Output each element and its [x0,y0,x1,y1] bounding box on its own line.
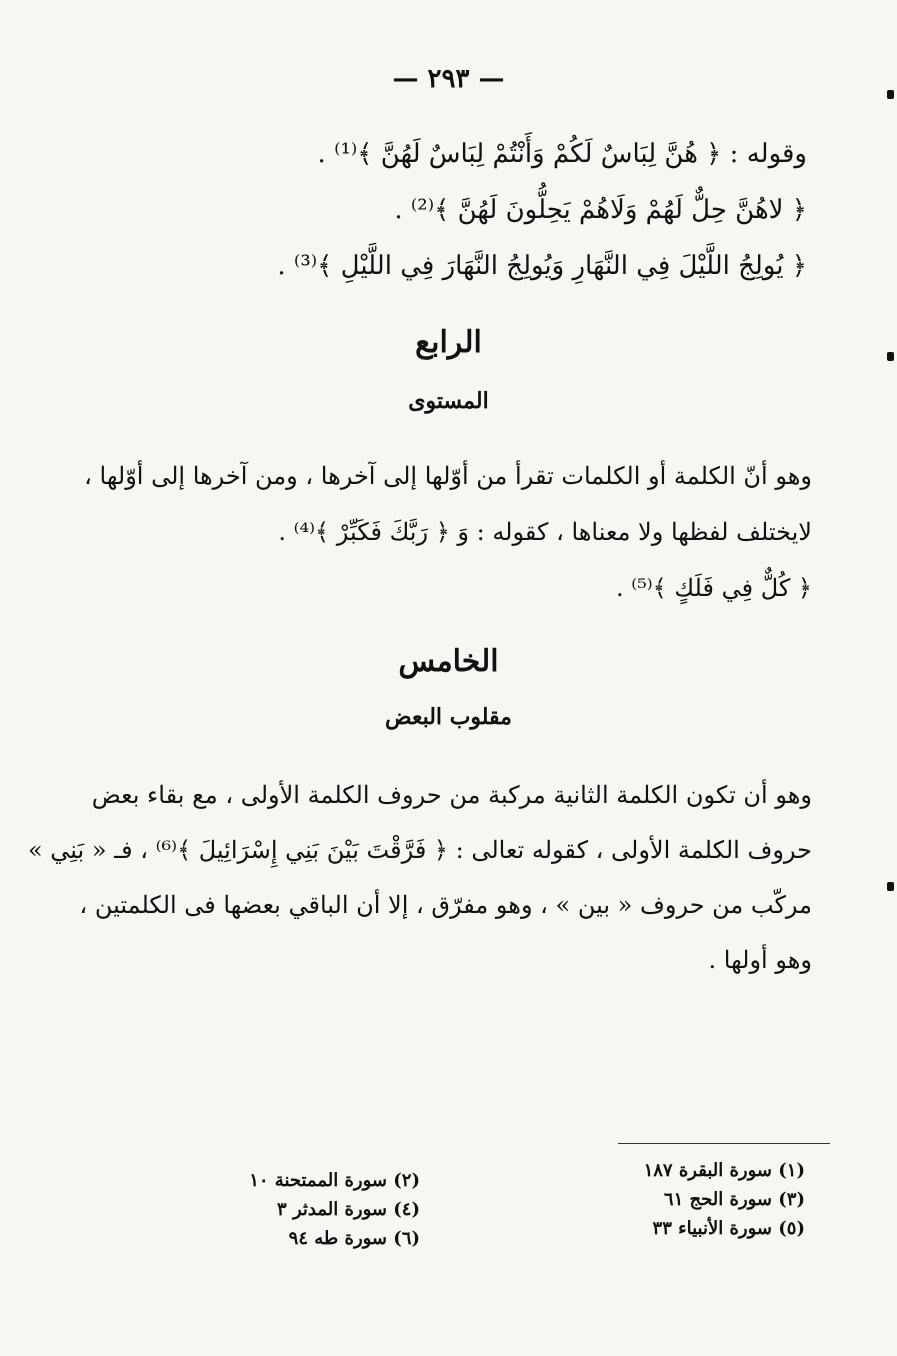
paragraph-line: وهو أن تكون الكلمة الثانية مركبة من حروف الكلمة الأولى ، مع بقاء بعض [91,781,812,809]
footnote: (٥) سورة الأنبياء ٣٣ [652,1218,805,1239]
footnotes-right [605,1156,805,1243]
footnote: (٦) سورة طه ٩٤ [288,1228,420,1249]
paragraph-line: حروف الكلمة الأولى ، كقوله تعالى : ﴿ فَرَّقْتَ بَيْنَ بَنِي إِسْرَائِيلَ ﴾⁽⁶⁾ ، فـ « بَنِي » [27,836,812,864]
footnote: (٢) سورة الممتحنة ١٠ [249,1170,420,1191]
page-number: — ٢٩٣ — [392,64,505,94]
paragraph-line: وهو أولها . [708,946,812,974]
footnote: (٣) سورة الحج ٦١ [663,1189,805,1210]
verse-line: وقوله : ﴿ هُنَّ لِبَاسٌ لَكُمْ وَأَنْتُمْ لِبَاسٌ لَهُنَّ ﴾⁽¹⁾ . [317,139,807,169]
section-5-subtitle: مقلوب البعض [385,704,512,730]
section-5-body [27,768,812,988]
verse-line: ﴿ يُولِجُ اللَّيْلَ فِي النَّهَارِ وَيُولِجُ النَّهَارَ فِي اللَّيْلِ ﴾⁽³⁾ . [277,251,807,281]
paragraph-line: لايختلف لفظها ولا معناها ، كقوله : وَ ﴿ رَبَّكَ فَكَبِّرْ ﴾⁽⁴⁾ . [278,518,812,546]
footnotes-left [240,1166,420,1253]
scan-mark [887,352,894,361]
paragraph-line: مركّب من حروف « بين » ، وهو مفرّق ، إلا أن الباقي بعضها فى الكلمتين ، [79,891,812,919]
section-4-title: الرابع [415,325,482,360]
section-4-subtitle: المستوى [408,388,489,414]
footnote-divider [618,1143,830,1144]
paragraph-line: وهو أنّ الكلمة أو الكلمات تقرأ من أوّلها إلى آخرها ، ومن آخرها إلى أوّلها ، [84,462,812,490]
section-4-body [84,448,812,616]
scan-mark [887,882,894,891]
paragraph-line: ﴿ كُلٌّ فِي فَلَكٍ ﴾⁽⁵⁾ . [615,574,812,602]
verses-block [60,126,807,294]
footnote: (١) سورة البقرة ١٨٧ [643,1160,805,1181]
scan-mark [887,90,894,99]
section-5-title: الخامس [398,644,499,679]
verse-line: ﴿ لاهُنَّ حِلٌّ لَهُمْ وَلَاهُمْ يَحِلُّونَ لَهُنَّ ﴾⁽²⁾ . [394,195,807,225]
footnote: (٤) سورة المدثر ٣ [277,1199,420,1220]
